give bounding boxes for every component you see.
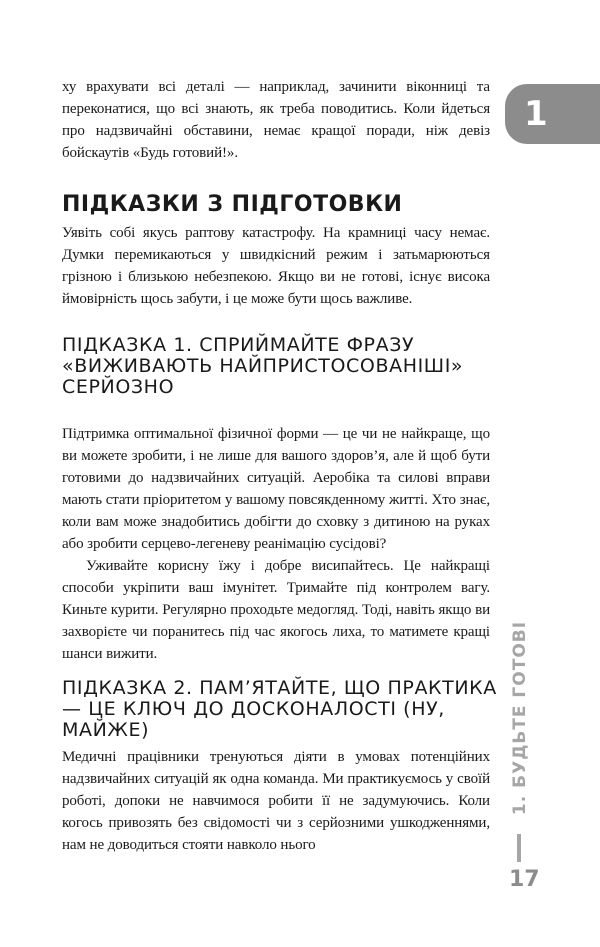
section-text-block [62,222,490,310]
tip2-text-block [62,746,490,856]
chapter-number: 1 [524,94,548,134]
intro-paragraph: ху врахувати всі деталі — наприклад, зачинити віконниці та переконатися, що всі знають, як треба поводитись. Коли йдеться про надзвичайні обставини, немає кращої поради, ніж девіз бойскаутів «Будь готовий!». [62,79,490,161]
section-paragraph: Уявіть собі якусь раптову катастрофу. На крамниці часу немає. Думки перемикаються у швидкісний режим і затьмарюються грізною і близькою небезпекою. Якщо ви не готові, існує висока ймовірність щось забути, і це може бути щось важливе. [62,225,490,307]
tip1-heading: ПІДКАЗКА 1. СПРИЙМАЙТЕ ФРАЗУ «ВИЖИВАЮТЬ НАЙПРИСТОСОВАНІШІ» СЕРЙОЗНО [62,334,464,398]
tip2-paragraph: Медичні працівники тренуються діяти в умовах потенційних надзвичайних ситуацій як одна команда. Ми практикуємось у своїй роботі, допоки не навчимося робити її не задумуючись. Коли когось привозять без свідомості чи з серйозними ушкодженнями, нам не доводиться стояти навколо нього [62,749,490,853]
running-head: 1. БУДЬТЕ ГОТОВІ [510,620,530,816]
intro-text-block [62,76,490,164]
chapter-tab [505,84,600,144]
tip1-paragraph-1: Підтримка оптимальної фізичної форми — це чи не найкраще, що ви можете зробити, і не лише для вашого здоров’я, але й щоб бути готовими до надзвичайних ситуацій. Аеробіка та силові вправи мають стати пріоритетом у вашому повсякденному житті. Хто знає, коли вам може знадобитись добігти до сховку з дитиною на руках або зробити серцево-легеневу реанімацію сусідові? [62,426,490,552]
margin-rule [517,834,521,862]
page-number: 17 [509,867,540,892]
tip1-paragraph-2: Уживайте корисну їжу і добре висипайтесь. Це найкращі способи укріпити ваш імунітет. Тримайте під контролем вагу. Киньте курити. Регулярно проходьте медогляд. Тоді, навіть якщо ви захворієте чи поранитесь під час якогось лиха, то матимете кращі шанси вижити. [62,558,490,662]
tip2-heading: ПІДКАЗКА 2. ПАМ’ЯТАЙТЕ, ЩО ПРАКТИКА — ЦЕ КЛЮЧ ДО ДОСКОНАЛОСТІ (НУ, МАЙЖЕ) [62,677,497,741]
section-heading: ПІДКАЗКИ З ПІДГОТОВКИ [62,192,403,217]
tip1-text-block [62,423,490,665]
